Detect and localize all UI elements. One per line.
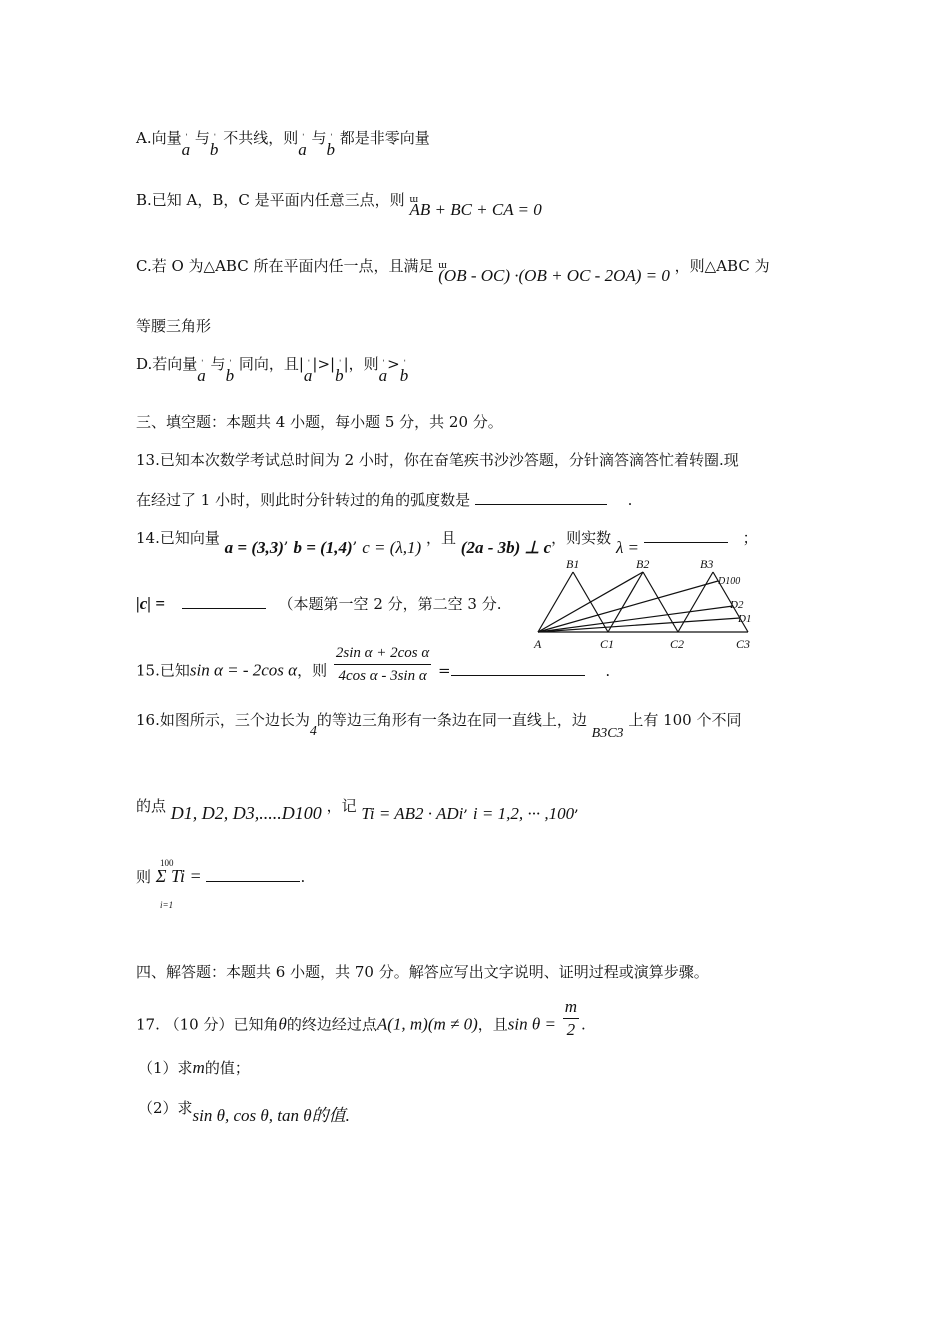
option-c-expression: ɯ (OB - OC) ·(OB + OC - 2OA) = 0: [438, 266, 670, 286]
fraction-15: $\frac{\text{2sin α + 2cos α}}{\text{4cos α - 3sin α}}$: [334, 642, 431, 687]
question-17-part-1: （1）求m的值；: [138, 1058, 250, 1077]
fraction-17: $\frac{m}{2}$: [564, 997, 578, 1039]
question-16-line-3: 则 Σ Ti = .: [136, 866, 306, 886]
label-d100: D100: [718, 576, 741, 587]
question-14-line-1: 14.已知向量 a = (3,3), b = (1,4), c = (λ,1) ，且 (2a - 3b) ⊥ c，则实数 λ = ；: [136, 529, 758, 557]
question-16-line-2: 的点 D1, D2, D3,.....D100 ，记 Ti = AB2 · ADi, i = 1,2, ··· ,100,: [136, 797, 579, 823]
label-c1: C1: [600, 637, 615, 651]
label-b2: B2: [636, 557, 650, 571]
label-a: A: [534, 637, 542, 651]
triangles-figure: [528, 556, 768, 656]
label-d1: D1: [738, 613, 752, 625]
label-d2: D2: [730, 599, 744, 611]
option-c: C.若 O 为△ABC 所在平面内任一点，且满足 ɯ (OB - OC) ·(OB + OC - 2OA) = 0 ，则△ABC 为: [136, 256, 770, 286]
question-14-line-2: |c| = （本题第一空 2 分，第二空 3 分.: [136, 594, 502, 613]
label-b3: B3: [700, 557, 714, 571]
label-c2: C2: [670, 637, 685, 651]
answer-blank-15[interactable]: [451, 661, 585, 676]
option-a: A.向量ˈ a 与ˈ b 不共线，则ˈ a 与ˈ b 都是非零向量: [136, 128, 430, 160]
section-3-heading: 三、填空题：本题共 4 小题，每小题 5 分，共 20 分。: [136, 413, 503, 431]
answer-blank-14b[interactable]: [182, 594, 266, 609]
section-4-heading: 四、解答题：本题共 6 小题，共 70 分。解答应写出文字说明、证明过程或演算步骤。: [136, 963, 709, 981]
question-17: 17. （10 分）已知角θ的终边经过点A(1, m)(m ≠ 0)，且sin θ = $\frac{m}{2}$ .: [136, 997, 586, 1039]
sum-upper-limit: 100: [160, 858, 174, 868]
question-13-line-2: 在经过了 1 小时，则此时分针转过的角的弧度数是 .: [136, 491, 633, 509]
question-16-line-1: 16.如图所示，三个边长为4的等边三角形有一条边在同一直线上，边 B3C3 上有 100 个不同: [136, 711, 742, 741]
option-b: B.已知 A，B，C 是平面内任意三点，则 ɯ AB + BC + CA = 0: [136, 190, 542, 220]
sum-lower-limit: i=1: [160, 900, 174, 910]
question-17-part-2: （2）求sin θ, cos θ, tan θ的值.: [138, 1099, 350, 1125]
answer-blank-16[interactable]: [206, 867, 300, 882]
option-c-continued: 等腰三角形: [136, 317, 212, 335]
question-15: 15.已知sin α = - 2cos α，则 $\frac{\text{2sin α + 2cos α}}{\text{4cos α - 3sin α}}$ = .: [136, 656, 610, 687]
answer-blank-14a[interactable]: [644, 528, 728, 543]
label-c3: C3: [736, 637, 751, 651]
question-13-line-1: 13.已知本次数学考试总时间为 2 小时，你在奋笔疾书沙沙答题，分针滴答滴答忙着转圈.现: [136, 451, 739, 469]
label-b1: B1: [566, 557, 580, 571]
option-d: D.若向量ˈ a 与ˈ b 同向，且|ˈ a|>|ˈ b|，则ˈ a>ˈ b: [136, 354, 408, 386]
answer-blank-13[interactable]: [475, 490, 607, 505]
option-b-expression: ɯ AB + BC + CA = 0: [409, 200, 541, 220]
